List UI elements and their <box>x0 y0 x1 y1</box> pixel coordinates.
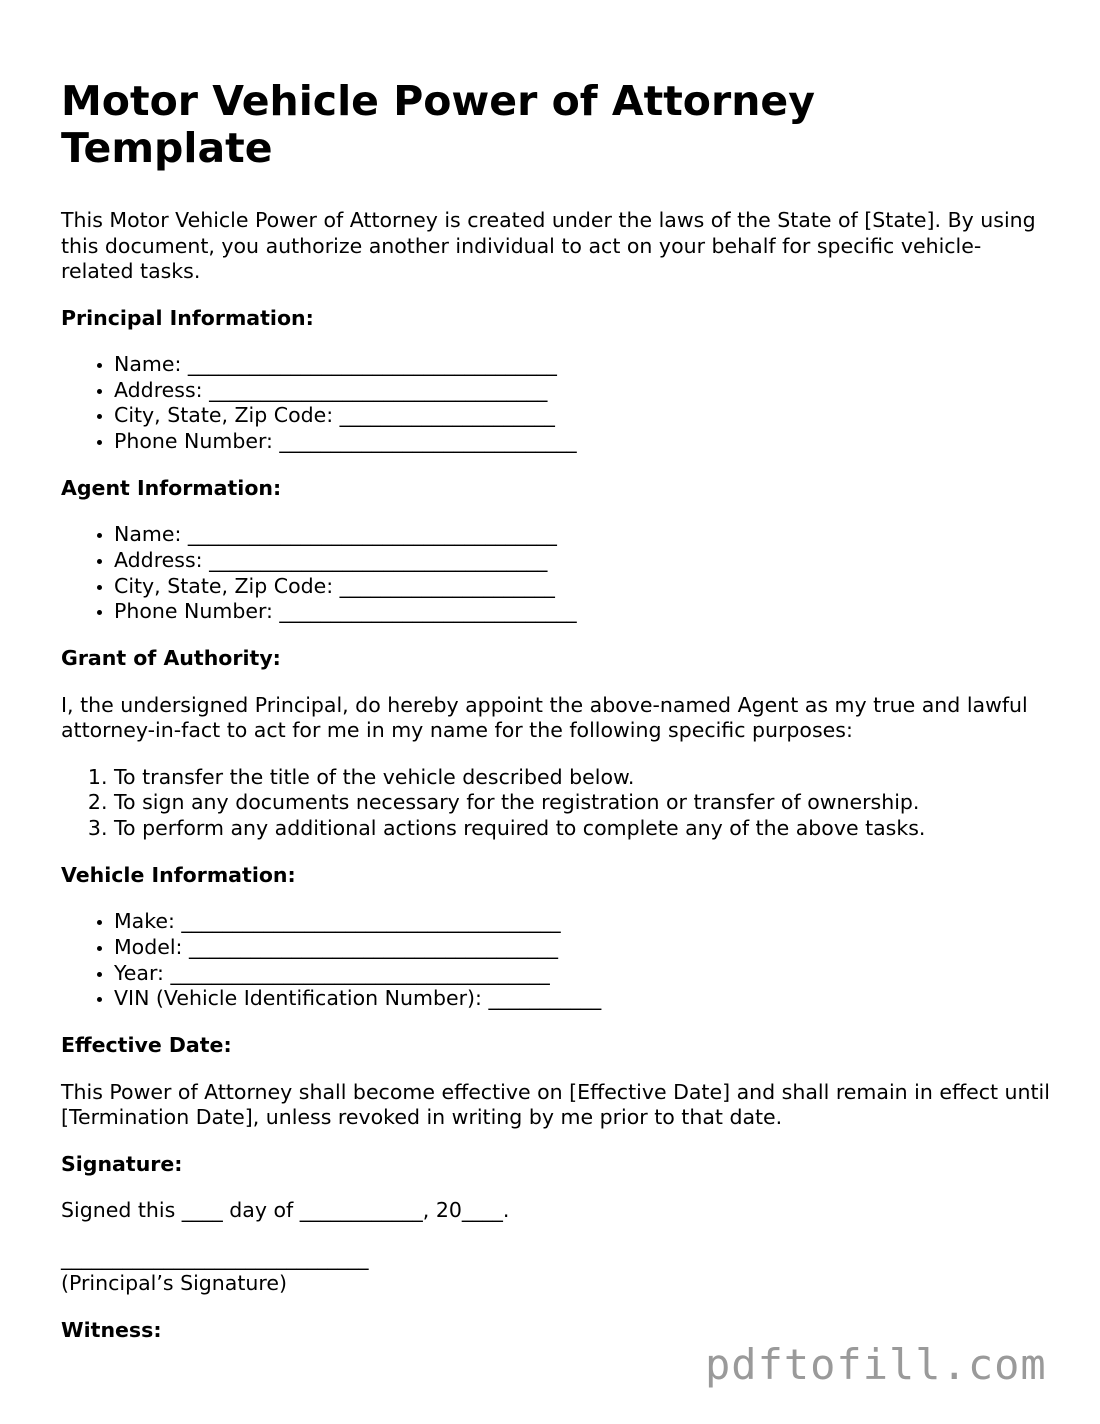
vehicle-heading: Vehicle Information: <box>61 862 296 887</box>
principal-address-field[interactable]: • Address: _________________________________ <box>114 378 1051 404</box>
document-title: Motor Vehicle Power of Attorney Template <box>61 77 815 172</box>
principal-signature-caption: (Principal’s Signature) <box>61 1271 287 1296</box>
grant-heading: Grant of Authority: <box>61 646 281 671</box>
agent-heading: Agent Information: <box>61 475 282 500</box>
grant-purpose-item: 2. To sign any documents necessary for the registration or transfer of ownership. <box>114 790 1051 816</box>
principal-city-state-zip-field[interactable]: • City, State, Zip Code: _____________________ <box>114 403 1051 429</box>
agent-name-field[interactable]: • Name: ____________________________________ <box>114 522 1051 548</box>
effective-date-paragraph: This Power of Attorney shall become effective on [Effective Date] and shall remain in effect until [Termination Date], unless revoked in writing by me prior to that date. <box>61 1079 1050 1130</box>
grant-purpose-item: 1. To transfer the title of the vehicle described below. <box>114 765 1051 791</box>
principal-name-field[interactable]: • Name: ____________________________________ <box>114 352 1051 378</box>
agent-city-state-zip-field[interactable]: • City, State, Zip Code: _____________________ <box>114 574 1051 600</box>
agent-phone-field[interactable]: • Phone Number: _____________________________ <box>114 599 1051 625</box>
vehicle-list <box>61 909 1051 1012</box>
signed-date-line[interactable]: Signed this ____ day of ____________, 20____. <box>61 1198 510 1223</box>
principal-phone-field[interactable]: • Phone Number: _____________________________ <box>114 429 1051 455</box>
grant-purposes-list <box>61 765 1051 842</box>
agent-list <box>61 522 1051 625</box>
principal-signature-line[interactable]: ______________________________ <box>61 1245 369 1270</box>
intro-paragraph: This Motor Vehicle Power of Attorney is created under the laws of the State of [State]. By using this document, you authorize another individual to act on your behalf for specific vehicle-related tasks. <box>61 208 1036 283</box>
effective-date-heading: Effective Date: <box>61 1033 232 1058</box>
vehicle-vin-field[interactable]: • VIN (Vehicle Identification Number): ___________ <box>114 986 1051 1012</box>
principal-list <box>61 352 1051 455</box>
witness-heading: Witness: <box>61 1317 162 1342</box>
vehicle-year-field[interactable]: • Year: _____________________________________ <box>114 961 1051 987</box>
agent-address-field[interactable]: • Address: _________________________________ <box>114 548 1051 574</box>
principal-heading: Principal Information: <box>61 305 314 330</box>
vehicle-model-field[interactable]: • Model: ____________________________________ <box>114 935 1051 961</box>
signature-heading: Signature: <box>61 1151 183 1176</box>
vehicle-make-field[interactable]: • Make: _____________________________________ <box>114 909 1051 935</box>
watermark-text: pdftofill.com <box>705 1340 1047 1389</box>
grant-paragraph: I, the undersigned Principal, do hereby appoint the above-named Agent as my true and lawful attorney-in-fact to act for me in my name for the following specific purposes: <box>61 692 1028 743</box>
grant-purpose-item: 3. To perform any additional actions required to complete any of the above tasks. <box>114 816 1051 842</box>
document-page <box>61 78 1051 1343</box>
